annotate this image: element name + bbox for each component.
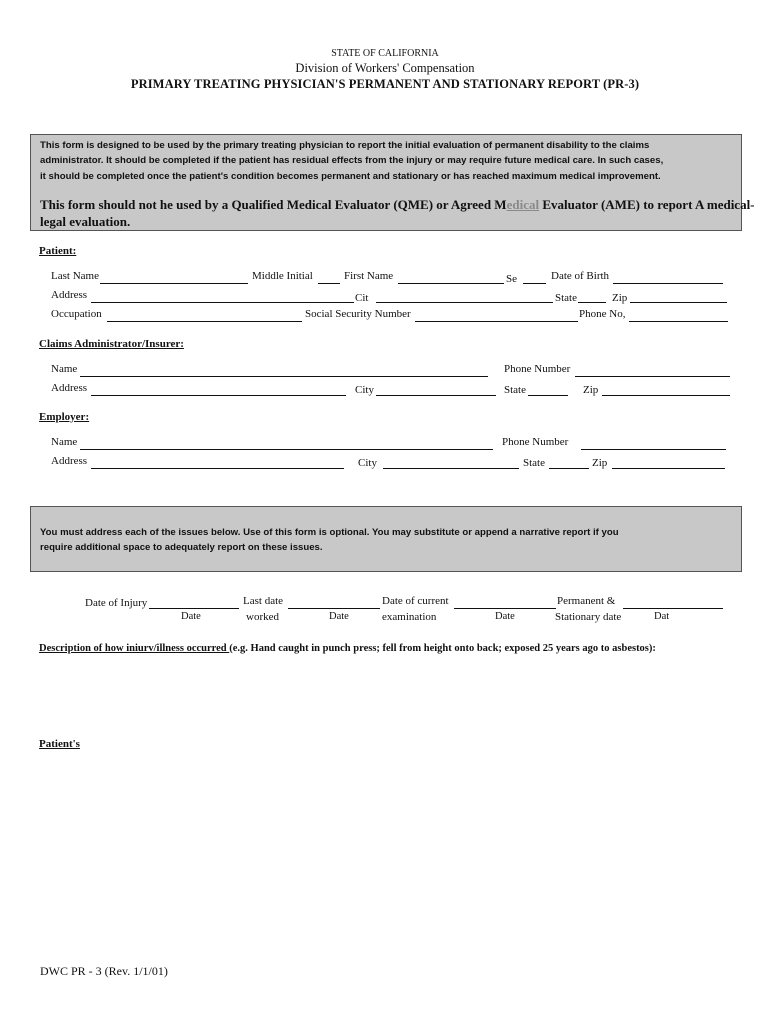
patient-last-name-label: Last Name	[51, 270, 99, 282]
patient-phone-field[interactable]	[629, 321, 728, 322]
last-worked-sub: Date	[329, 611, 349, 622]
date-of-injury-sub: Date	[181, 611, 201, 622]
description-example: (e.g. Hand caught in punch press; fell from height onto back; exposed 25 years ago to asbestos):	[229, 643, 656, 654]
patient-ssn-field[interactable]	[415, 321, 578, 322]
ps-date-label-bottom: Stationary date	[555, 611, 622, 623]
qme-warning-a: This form should not he used by a Qualified Medical Evaluator (QME) or Agreed M	[40, 197, 507, 212]
date-of-injury-field[interactable]	[149, 608, 239, 609]
ps-date-field[interactable]	[623, 608, 723, 609]
claims-address-field[interactable]	[91, 395, 346, 396]
claims-name-label: Name	[51, 363, 78, 375]
patient-zip-field[interactable]	[630, 302, 727, 303]
employer-address-label: Address	[51, 455, 88, 467]
employer-phone-field[interactable]	[581, 449, 726, 450]
patient-city-field[interactable]	[376, 302, 553, 303]
current-exam-label-bottom: examination	[382, 611, 437, 623]
intro-line-2: administrator. It should be completed if the patient has residual effects from the injury or may require future medical care. In such cases,	[40, 155, 664, 166]
last-worked-label-top: Last date	[243, 595, 284, 607]
employer-heading: Employer:	[39, 411, 90, 423]
current-exam-sub: Date	[495, 611, 515, 622]
claims-zip-field[interactable]	[602, 395, 730, 396]
ps-date-label-top: Permanent &	[557, 595, 616, 607]
patient-dob-field[interactable]	[613, 283, 723, 284]
patient-occupation-label: Occupation	[51, 308, 102, 320]
patient-zip-label: Zip	[612, 292, 628, 304]
claims-city-field[interactable]	[376, 395, 496, 396]
description-prompt	[39, 643, 656, 654]
qme-warning-line-2: legal evaluation.	[40, 214, 131, 229]
patient-dob-label: Date of Birth	[551, 270, 610, 282]
claims-city-label: City	[355, 384, 374, 396]
patient-address-label: Address	[51, 289, 88, 301]
date-of-injury-label: Date of Injury	[85, 597, 148, 609]
patient-occupation-field[interactable]	[107, 321, 302, 322]
form-revision-footer: DWC PR - 3 (Rev. 1/1/01)	[40, 964, 168, 978]
claims-admin-heading: Claims Administrator/Insurer:	[39, 338, 184, 350]
patient-city-label: Cit	[355, 292, 369, 304]
intro-box	[30, 134, 755, 231]
employer-city-label: City	[358, 457, 377, 469]
form-title: PRIMARY TREATING PHYSICIAN'S PERMANENT AND STATIONARY REPORT (PR-3)	[130, 77, 640, 91]
claims-address-label: Address	[51, 382, 88, 394]
issues-box	[30, 506, 742, 572]
patient-middle-initial-label: Middle Initial	[252, 270, 313, 282]
last-worked-field[interactable]	[288, 608, 380, 609]
ps-date-sub: Dat	[654, 611, 670, 622]
employer-zip-label: Zip	[592, 457, 608, 469]
current-exam-field[interactable]	[454, 608, 556, 609]
employer-phone-label: Phone Number	[502, 436, 569, 448]
division-heading: Division of Workers' Compensation	[295, 61, 475, 75]
claims-name-field[interactable]	[80, 376, 488, 377]
patient-last-name-field[interactable]	[100, 283, 248, 284]
employer-city-field[interactable]	[383, 468, 519, 469]
patient-address-field[interactable]	[91, 302, 354, 303]
description-label: Description of how iniurv/illness occurred	[39, 643, 230, 654]
claims-phone-label: Phone Number	[504, 363, 571, 375]
patient-sex-label: Se	[506, 273, 517, 285]
patient-ssn-label: Social Security Number	[305, 308, 411, 320]
patient-state-label: State	[555, 292, 577, 304]
employer-address-field[interactable]	[91, 468, 344, 469]
claims-state-field[interactable]	[528, 395, 568, 396]
employer-state-field[interactable]	[549, 468, 589, 469]
current-exam-label-top: Date of current	[382, 595, 449, 607]
last-worked-label-bottom: worked	[246, 611, 279, 623]
issues-line-1: You must address each of the issues below. Use of this form is optional. You may substitute or append a narrative report if you	[40, 527, 619, 538]
qme-warning-b: Evaluator (AME) to report A medical-	[539, 197, 755, 212]
patient-first-name-label: First Name	[344, 270, 394, 282]
patient-sex-field[interactable]	[523, 283, 546, 284]
patient-phone-label: Phone No,	[579, 308, 626, 320]
patient-heading: Patient:	[39, 245, 77, 257]
claims-zip-label: Zip	[583, 384, 599, 396]
qme-warning	[40, 197, 755, 213]
patient-middle-initial-field[interactable]	[318, 283, 340, 284]
patient-state-field[interactable]	[578, 302, 606, 303]
patient-first-name-field[interactable]	[398, 283, 504, 284]
qme-warning-ghost: edical	[506, 197, 540, 212]
claims-state-label: State	[504, 384, 526, 396]
claims-phone-field[interactable]	[575, 376, 730, 377]
employer-name-field[interactable]	[80, 449, 493, 450]
employer-state-label: State	[523, 457, 545, 469]
employer-zip-field[interactable]	[612, 468, 725, 469]
employer-name-label: Name	[51, 436, 78, 448]
issues-line-2: require additional space to adequately report on these issues.	[40, 542, 323, 553]
state-heading: STATE OF CALIFORNIA	[331, 48, 439, 59]
intro-line-3: it should be completed once the patient's condition becomes permanent and stationary or has reached maximum medical improvement.	[40, 171, 661, 182]
patients-heading: Patient's	[39, 738, 80, 750]
intro-line-1: This form is designed to be used by the primary treating physician to report the initial evaluation of permanent disability to the claims	[40, 140, 650, 151]
